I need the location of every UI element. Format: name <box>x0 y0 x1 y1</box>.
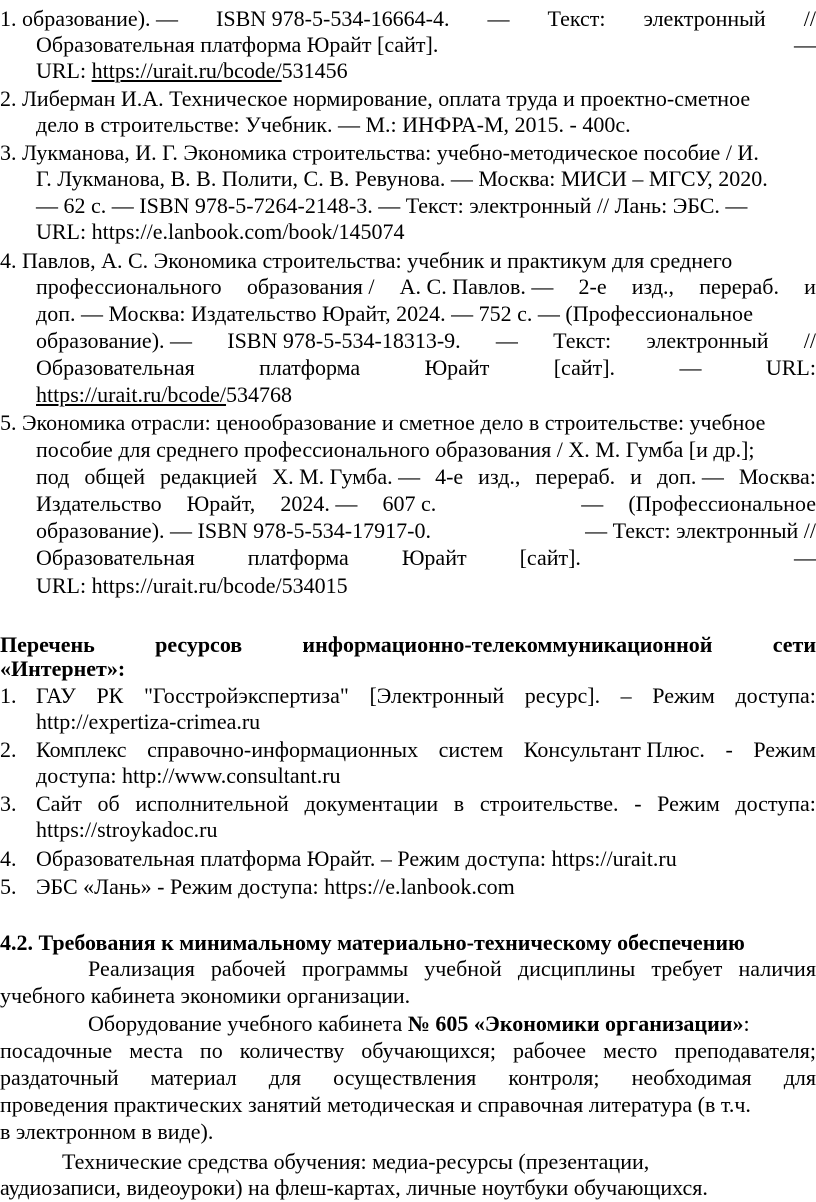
ref5-line4: Издательство Юрайт, 2024. — 607 с. — (Профессиональное <box>36 491 816 516</box>
requirements-p2-line1: Оборудование учебного кабинета № 605 «Экономики организации»: <box>88 1011 750 1036</box>
ref5-line1: 5. Экономика отрасли: ценообразование и сметное дело в строительстве: учебное <box>0 410 766 435</box>
ref5-line6: Образовательная платформа Юрайт [сайт]. — <box>36 545 816 570</box>
ref5-line5: образование). — ISBN 978-5-534-17917-0. — Текст: электронный // <box>36 518 816 543</box>
resource-item-3: 3. Сайт об исполнительной документации в строительстве. - Режим доступа: <box>0 791 816 816</box>
resource-item-5: 5. ЭБС «Лань» - Режим доступа: https://e.lanbook.com <box>0 874 515 899</box>
requirements-p2-line4: проведения практических занятий методическая и справочная литература (в т.ч. <box>0 1092 751 1117</box>
requirements-p1-line2: учебного кабинета экономики организации. <box>0 983 411 1008</box>
ref1-line1: 1. образование). — ISBN 978-5-534-16664-4. — Текст: электронный // <box>0 6 816 31</box>
requirements-p2-line2: посадочные места по количеству обучающихся; рабочее место преподавателя; <box>0 1038 816 1063</box>
requirements-p3-line2: аудиозаписи, видеоуроки) на флеш-картах, личные ноутбуки обучающихся. <box>0 1175 708 1200</box>
resource-item-3-url[interactable]: https://stroykadoc.ru <box>36 817 218 842</box>
ref2-line2: дело в строительстве: Учебник. — М.: ИНФРА-М, 2015. - 400с. <box>36 112 631 137</box>
ref4-line4: образование). — ISBN 978-5-534-18313-9. — Текст: электронный // <box>36 328 816 353</box>
ref4-line2: профессионального образования / А. С. Павлов. — 2-е изд., перераб. и <box>36 274 816 299</box>
ref3-line1: 3. Лукманова, И. Г. Экономика строительства: учебно-методическое пособие / И. <box>0 140 759 165</box>
ref1-line3: URL: https://urait.ru/bcode/531456 <box>36 58 348 83</box>
ref4-url-link[interactable]: https://urait.ru/bcode/ <box>36 382 227 407</box>
internet-resources-heading: Перечень ресурсов информационно-телекоммуникационной сети <box>0 632 816 657</box>
internet-resources-heading-cont: «Интернет»: <box>0 656 126 681</box>
requirements-p1-line1: Реализация рабочей программы учебной дисциплины требует наличия <box>88 956 816 981</box>
ref1-line2: Образовательная платформа Юрайт [сайт]. — <box>36 32 816 57</box>
resource-item-4: 4. Образовательная платформа Юрайт. – Режим доступа: https://urait.ru <box>0 846 677 871</box>
ref1-url-link[interactable]: https://urait.ru/bcode/ <box>91 58 282 83</box>
resource-item-2: 2. Комплекс справочно-информационных систем Консультант Плюс. - Режим <box>0 737 816 762</box>
resource-item-1: 1. ГАУ РК "Госстройэкспертиза" [Электронный ресурс]. – Режим доступа: <box>0 683 816 708</box>
ref4-line6: https://urait.ru/bcode/534768 <box>36 382 293 407</box>
classroom-number: № 605 «Экономики организации» <box>407 1011 744 1036</box>
ref2-line1: 2. Либерман И.А. Техническое нормирование, оплата труда и проектно-сметное <box>0 86 751 111</box>
requirements-p3-line1: Технические средства обучения: медиа-ресурсы (презентации, <box>62 1149 650 1174</box>
resource-item-1-url[interactable]: http://expertiza-crimea.ru <box>36 709 261 734</box>
requirements-p2-line3: раздаточный материал для осуществления контроля; необходимая для <box>0 1065 816 1090</box>
ref4-line5: Образовательная платформа Юрайт [сайт]. — URL: <box>36 355 816 380</box>
requirements-p2-line5: в электронном в виде). <box>0 1119 214 1144</box>
ref4-line3: доп. — Москва: Издательство Юрайт, 2024. — 752 с. — (Профессиональное <box>36 301 754 326</box>
section-heading: 4.2. Требования к минимальному материально-техническому обеспечению <box>0 930 745 955</box>
ref4-line1: 4. Павлов, А. С. Экономика строительства: учебник и практикум для среднего <box>0 248 733 273</box>
ref5-line7: URL: https://urait.ru/bcode/534015 <box>36 573 348 598</box>
resource-item-2-url[interactable]: доступа: http://www.consultant.ru <box>36 763 341 788</box>
ref3-line4: URL: https://e.lanbook.com/book/145074 <box>36 219 405 244</box>
ref5-line3: под общей редакцией Х. М. Гумба. — 4-е изд., перераб. и доп. — Москва: <box>36 464 816 489</box>
ref3-line3: — 62 с. — ISBN 978-5-7264-2148-3. — Текст: электронный // Лань: ЭБС. — <box>36 193 748 218</box>
ref5-line2: пособие для среднего профессионального образования / Х. М. Гумба [и др.]; <box>36 437 755 462</box>
ref3-line2: Г. Лукманова, В. В. Полити, С. В. Ревунова. — Москва: МИСИ – МГСУ, 2020. <box>36 166 768 191</box>
